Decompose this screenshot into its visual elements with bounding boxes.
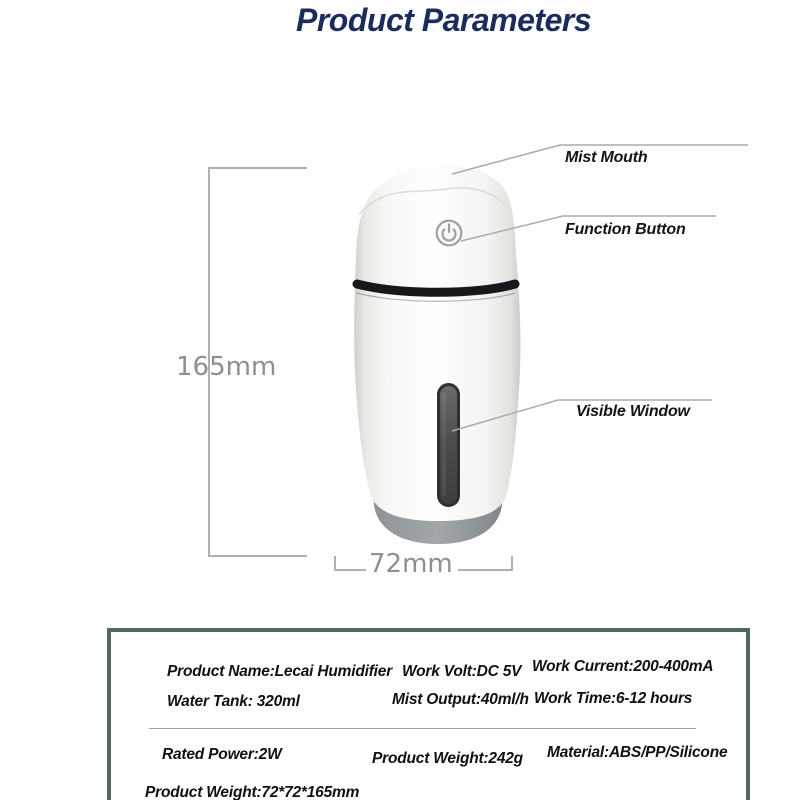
spec-product-size: Product Weight:72*72*165mm (145, 784, 360, 800)
table-divider (149, 728, 696, 729)
spec-mist-output: Mist Output:40ml/h (392, 691, 529, 708)
callout-label-mist-mouth: Mist Mouth (565, 149, 648, 166)
width-dimension-bracket-right (458, 556, 512, 570)
humidifier-product-image (330, 155, 540, 555)
width-dimension-label: 72mm (369, 549, 453, 579)
spec-work-time: Work Time:6-12 hours (534, 690, 693, 707)
spec-product-weight: Product Weight:242g (372, 750, 523, 767)
page-title: Product Parameters (296, 2, 592, 38)
spec-rated-power: Rated Power:2W (162, 746, 282, 763)
spec-work-current: Work Current:200-400mA (532, 658, 714, 675)
spec-product-name: Product Name:Lecai Humidifier (167, 663, 393, 680)
spec-table (107, 628, 750, 800)
height-dimension-label: 165mm (176, 352, 277, 382)
spec-material: Material:ABS/PP/Silicone (547, 744, 728, 761)
spec-work-volt: Work Volt:DC 5V (402, 663, 522, 680)
water-level-window (437, 383, 460, 507)
callout-label-function-button: Function Button (565, 221, 686, 238)
callout-label-visible-window: Visible Window (576, 403, 690, 420)
spec-water-tank: Water Tank: 320ml (167, 693, 300, 710)
width-dimension-bracket-left (335, 556, 366, 570)
